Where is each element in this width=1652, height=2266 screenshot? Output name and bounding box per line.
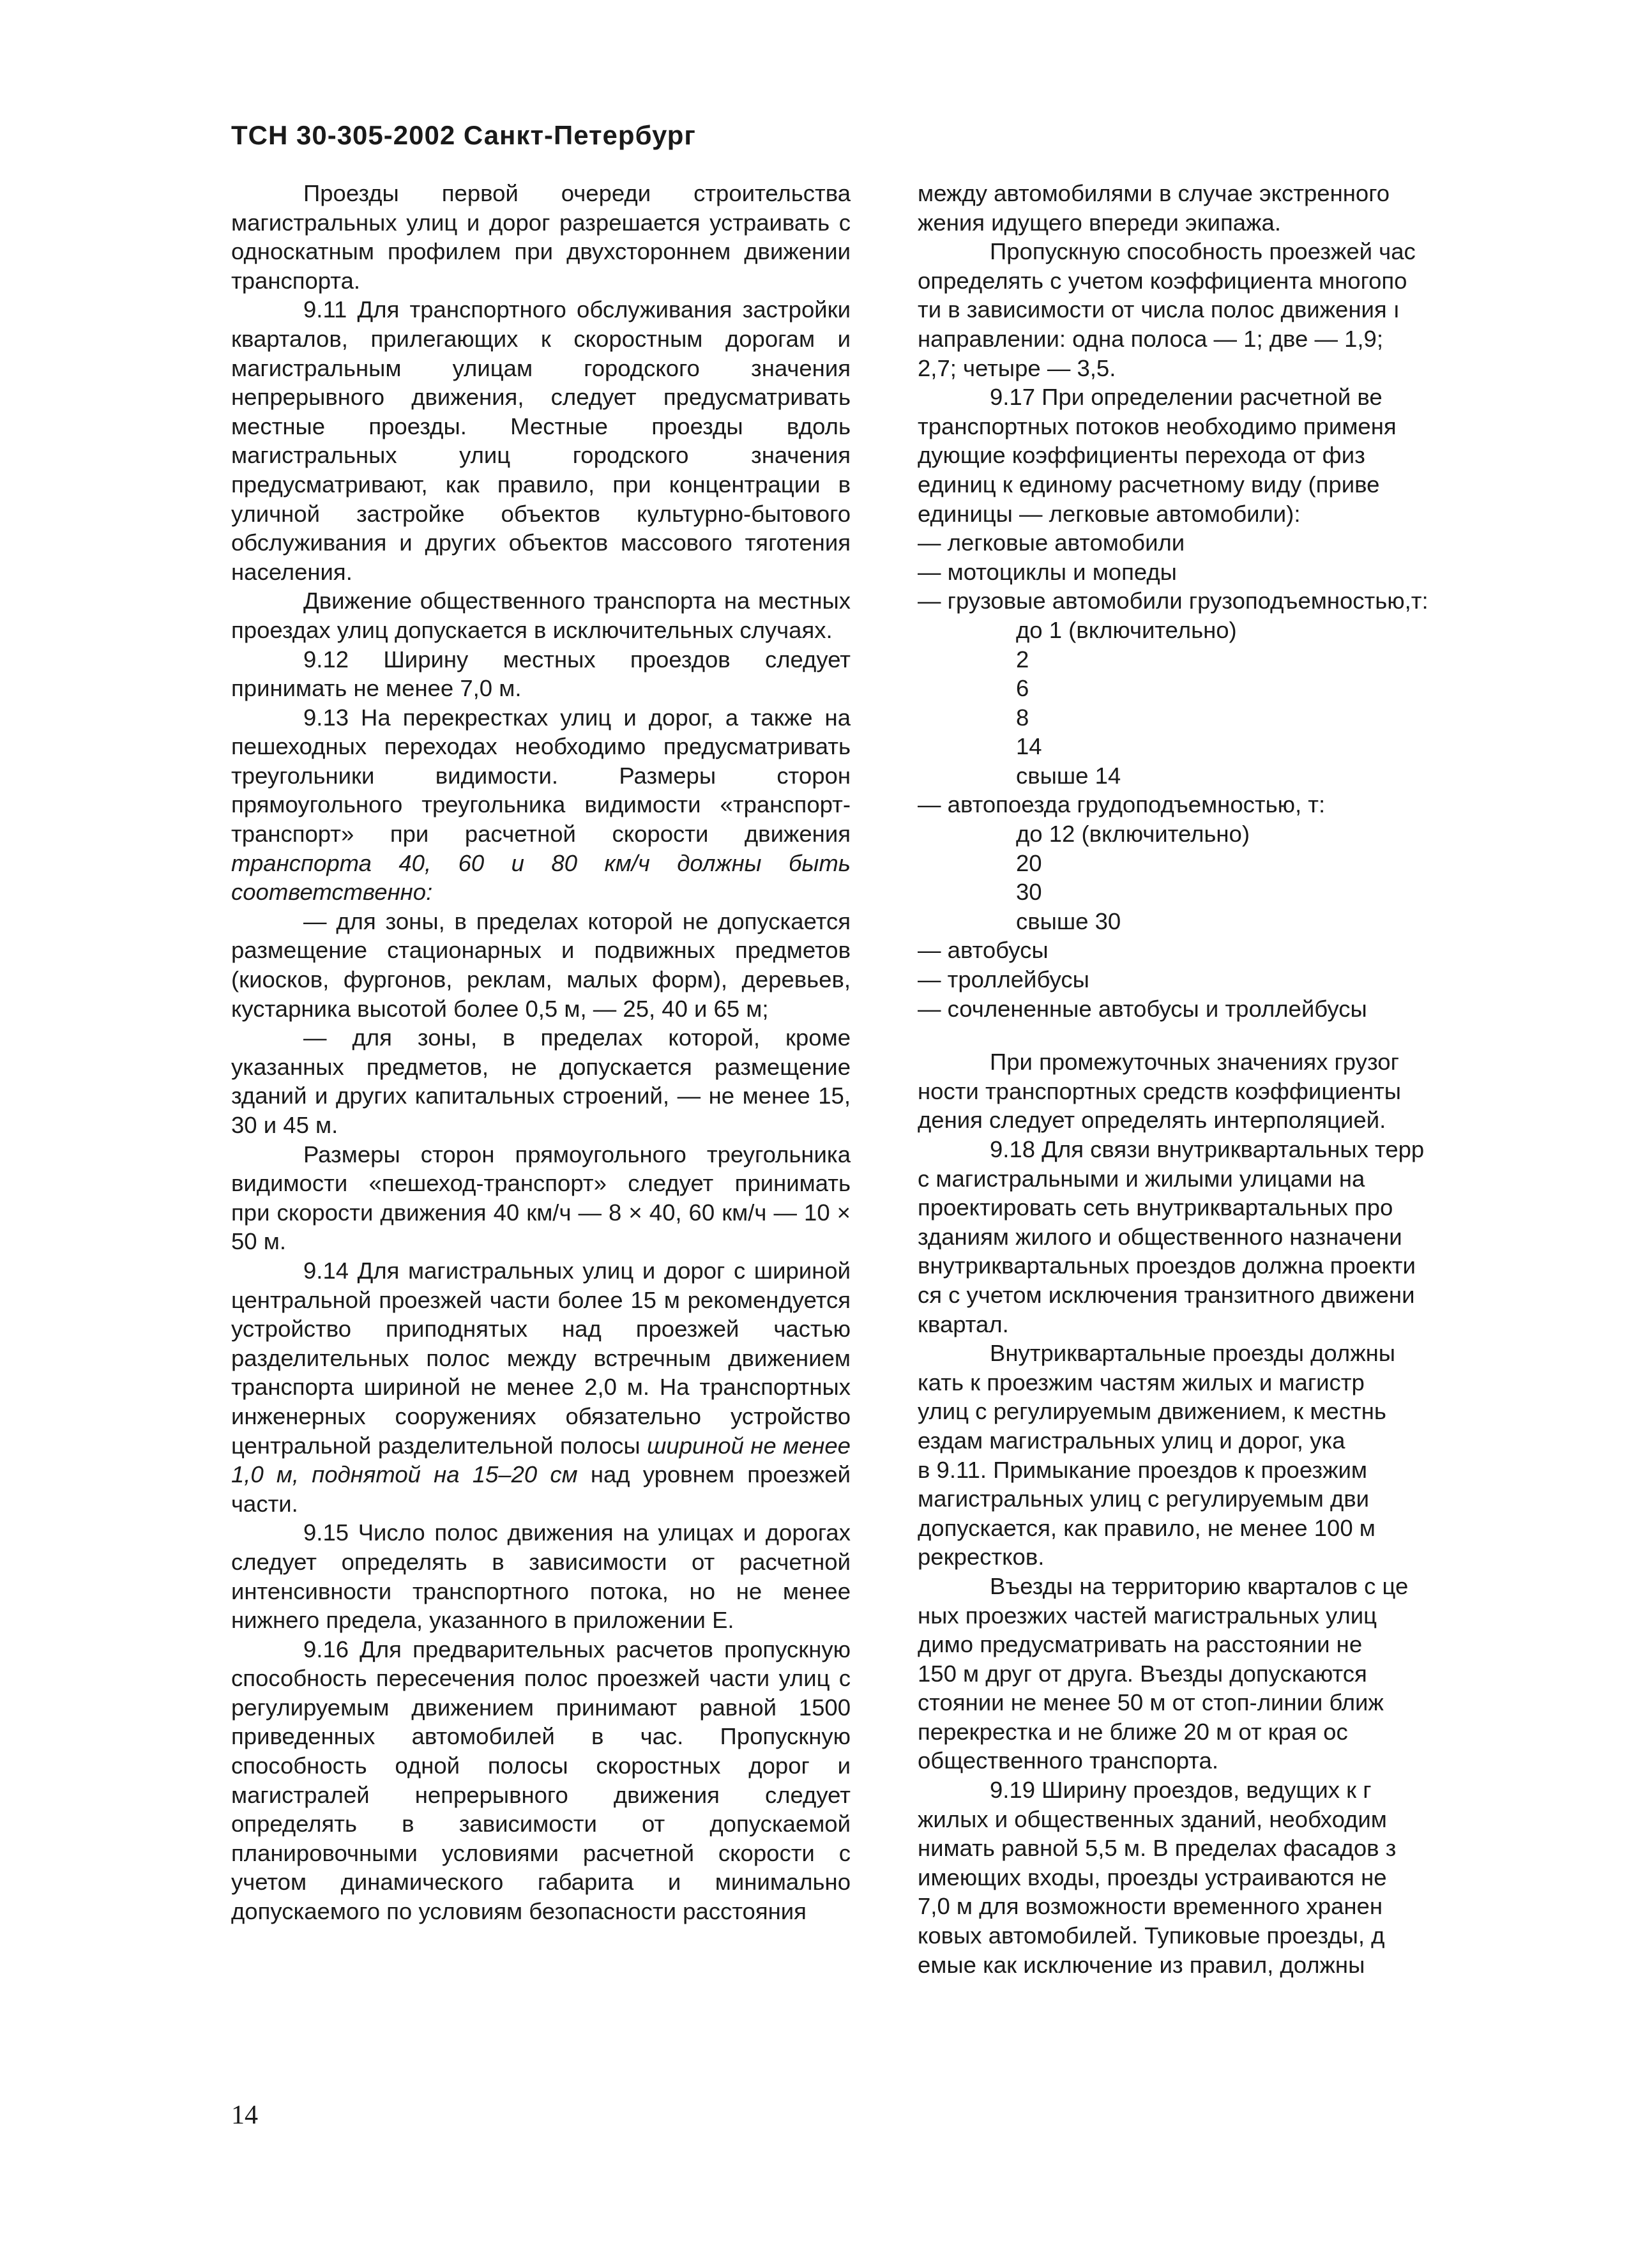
text-line: допускается, как правило, не менее 100 м — [918, 1514, 1375, 1541]
text-line: магистральных улиц с регулируемым дви — [918, 1486, 1370, 1512]
text-line: нимать равной 5,5 м. В пределах фасадов з — [918, 1835, 1397, 1862]
list-subitem: 30 — [1016, 879, 1042, 906]
text-line: ти в зависимости от числа полос движения ı — [918, 296, 1400, 323]
text-line: направлении: одна полоса — 1; две — 1,9; — [918, 325, 1384, 352]
list-item: — сочлененные автобусы и троллейбусы — [918, 995, 1367, 1022]
list-item: — мотоциклы и мопеды — [918, 558, 1177, 585]
paragraph: 9.12 Ширину местных проездов следует принимать не менее 7,0 м. — [231, 646, 851, 702]
text-line: ковых автомобилей. Тупиковые проезды, д — [918, 1922, 1385, 1949]
paragraph-9-14 — [231, 1256, 851, 1518]
list-subitem: свыше 14 — [1016, 762, 1121, 789]
text-line: квартал. — [918, 1311, 1009, 1337]
text-line: Въезды на территорию кварталов с це — [990, 1572, 1409, 1599]
list-subitem: 2 — [1016, 646, 1029, 673]
paragraph-text: 9.14 Для магистральных улиц и дорог с шириной центральной проезжей части более 15 м рекомендуется устройство приподнятых над проезжей частью разделительных полос между встречным движением транспорта шириной не менее 2,0 м. На транспортных инженерных сооружениях обязательно устройство центральной разделительной полосы — [231, 1257, 851, 1459]
text-line: проектировать сеть внутриквартальных про — [918, 1194, 1393, 1221]
text-line: дующие коэффициенты перехода от физ — [918, 442, 1365, 469]
text-line: При промежуточных значениях грузог — [990, 1049, 1399, 1076]
text-line: между автомобилями в случае экстренного — [918, 180, 1390, 206]
text-line: 9.18 Для связи внутриквартальных терр — [990, 1136, 1425, 1162]
text-line: ных проезжих частей магистральных улиц — [918, 1602, 1377, 1629]
paragraph: Размеры сторон прямоугольного треугольника видимости «пешеход-транспорт» следует принимать при скорости движения 40 км/ч — 8 × 40, 60 км/ч — 10 × 50 м. — [231, 1141, 851, 1255]
paragraph-text: 9.13 На перекрестках улиц и дорог, а также на пешеходных переходах необходимо предусматривать треугольники видимости. Размеры сторон прямоугольного треугольника видимости «транспорт-транспорт» при расчетной скорости движения — [231, 704, 851, 848]
text-line: жилых и общественных зданий, необходим — [918, 1806, 1387, 1832]
list-subitem: до 12 (включительно) — [1016, 821, 1250, 848]
paragraph: Проезды первой очереди строительства магистральных улиц и дорог разрешается устраивать с односкатным профилем при двухстороннем движении транспорта. — [231, 180, 851, 294]
text-line: имеющих входы, проезды устраиваются не — [918, 1864, 1387, 1890]
list-item: — троллейбусы — [918, 966, 1089, 993]
text-line: перекрестка и не ближе 20 м от края ос — [918, 1718, 1348, 1745]
italic-text: транспорта 40, 60 и 80 км/ч должны быть соответственно: — [231, 849, 851, 906]
text-line: 2,7; четыре — 3,5. — [918, 354, 1116, 381]
list-item: — легковые автомобили — [918, 529, 1185, 556]
list-subitem: 6 — [1016, 675, 1029, 702]
text-line: транспортных потоков необходимо применя — [918, 413, 1397, 439]
text-line: 7,0 м для возможности временного хранен — [918, 1893, 1383, 1920]
text-line: Внутриквартальные проезды должны — [990, 1340, 1396, 1367]
text-line: зданиям жилого и общественного назначени — [918, 1223, 1402, 1250]
list-item: — автобусы — [918, 937, 1049, 964]
list-subitem: до 1 (включительно) — [1016, 616, 1237, 643]
list-item: — автопоезда грудоподъемностью, т: — [918, 791, 1326, 818]
list-subitem: 20 — [1016, 849, 1042, 876]
text-line: общественного транспорта. — [918, 1747, 1218, 1774]
paragraph: 9.11 Для транспортного обслуживания застройки кварталов, прилегающих к скоростным дорогам и магистральным улицам городского значения непрерывного движения, следует предусматривать местные проезды. Местные проезды вдоль магистральных улиц городского значения предусматривают, как правило, при концентрации в уличной застройке объектов культурно-бытового обслуживания и других объектов массового тяготения населения. — [231, 296, 851, 585]
left-column — [231, 179, 851, 1926]
text-line: дения следует определять интерполяцией. — [918, 1107, 1386, 1134]
text-line: стоянии не менее 50 м от стоп-линии ближ — [918, 1689, 1384, 1716]
text-line: определять с учетом коэффициента многопо — [918, 267, 1407, 294]
text-line: 150 м друг от друга. Въезды допускаются — [918, 1660, 1367, 1687]
text-line: кать к проезжим частям жилых и магистр — [918, 1369, 1365, 1395]
paragraph: 9.15 Число полос движения на улицах и дорогах следует определять в зависимости от расчетной интенсивности транспортного потока, но не менее нижнего предела, указанного в приложении Е. — [231, 1519, 851, 1634]
paragraph: Движение общественного транспорта на местных проездах улиц допускается в исключительных случаях. — [231, 588, 851, 643]
paragraph: — для зоны, в пределах которой, кроме указанных предметов, не допускается размещение зданий и других капитальных строений, — не менее 15, 30 и 45 м. — [231, 1024, 851, 1138]
text-line: ся с учетом исключения транзитного движени — [918, 1281, 1415, 1308]
text-line: 9.19 Ширину проездов, ведущих к г — [990, 1777, 1372, 1804]
text-line: 9.17 При определении расчетной ве — [990, 384, 1383, 411]
paragraph-9-13 — [231, 703, 851, 907]
text-line: Пропускную способность проезжей час — [990, 238, 1416, 265]
text-line: рекрестков. — [918, 1544, 1045, 1570]
text-line: внутриквартальных проездов должна проекти — [918, 1252, 1416, 1279]
list-subitem: свыше 30 — [1016, 908, 1121, 934]
paragraph: 9.16 Для предварительных расчетов пропускную способность пересечения полос проезжей части улиц с регулируемым движением принимают равной 1500 приведенных автомобилей в час. Пропускную способность одной полосы скоростных дорог и магистралей непрерывного движения следует определять в зависимости от допускаемой планировочными условиями расчетной скорости с учетом динамического габарита и минимально допускаемого по условиям безопасности расстояния — [231, 1636, 851, 1925]
text-line: жения идущего впереди экипажа. — [918, 209, 1281, 236]
list-subitem: 14 — [1016, 733, 1042, 760]
text-line: единиц к единому расчетному виду (приве — [918, 471, 1380, 498]
text-line: ездам магистральных улиц и дорог, ука — [918, 1427, 1345, 1454]
paragraph: — для зоны, в пределах которой не допускается размещение стационарных и подвижных предметов (киосков, фургонов, реклам, малых форм), деревьев, кустарника высотой более 0,5 м, — 25, 40 и 65 м; — [231, 908, 851, 1022]
page-number: 14 — [231, 2101, 258, 2130]
list-item: — грузовые автомобили грузоподъемностью,т: — [918, 588, 1428, 614]
text-line: димо предусматривать на расстоянии не — [918, 1631, 1363, 1658]
text-line: емые как исключение из правил, должны — [918, 1951, 1365, 1978]
right-column — [918, 179, 1652, 1979]
list-subitem: 8 — [1016, 704, 1029, 731]
text-line: ности транспортных средств коэффициенты — [918, 1077, 1402, 1104]
italic-text: шириной не менее 1,0 м, поднятой на 15–20 см — [231, 1432, 851, 1488]
text-line: единицы — легковые автомобили): — [918, 500, 1301, 527]
paragraph-text: над уровнем проезжей части. — [231, 1461, 851, 1517]
text-line: улиц с регулируемым движением, к местнь — [918, 1398, 1386, 1425]
text-line: с магистральными и жилыми улицами на — [918, 1165, 1365, 1192]
document-header: ТСН 30-305-2002 Санкт-Петербург — [231, 120, 696, 150]
text-line: в 9.11. Примыкание проездов к проезжим — [918, 1456, 1367, 1483]
